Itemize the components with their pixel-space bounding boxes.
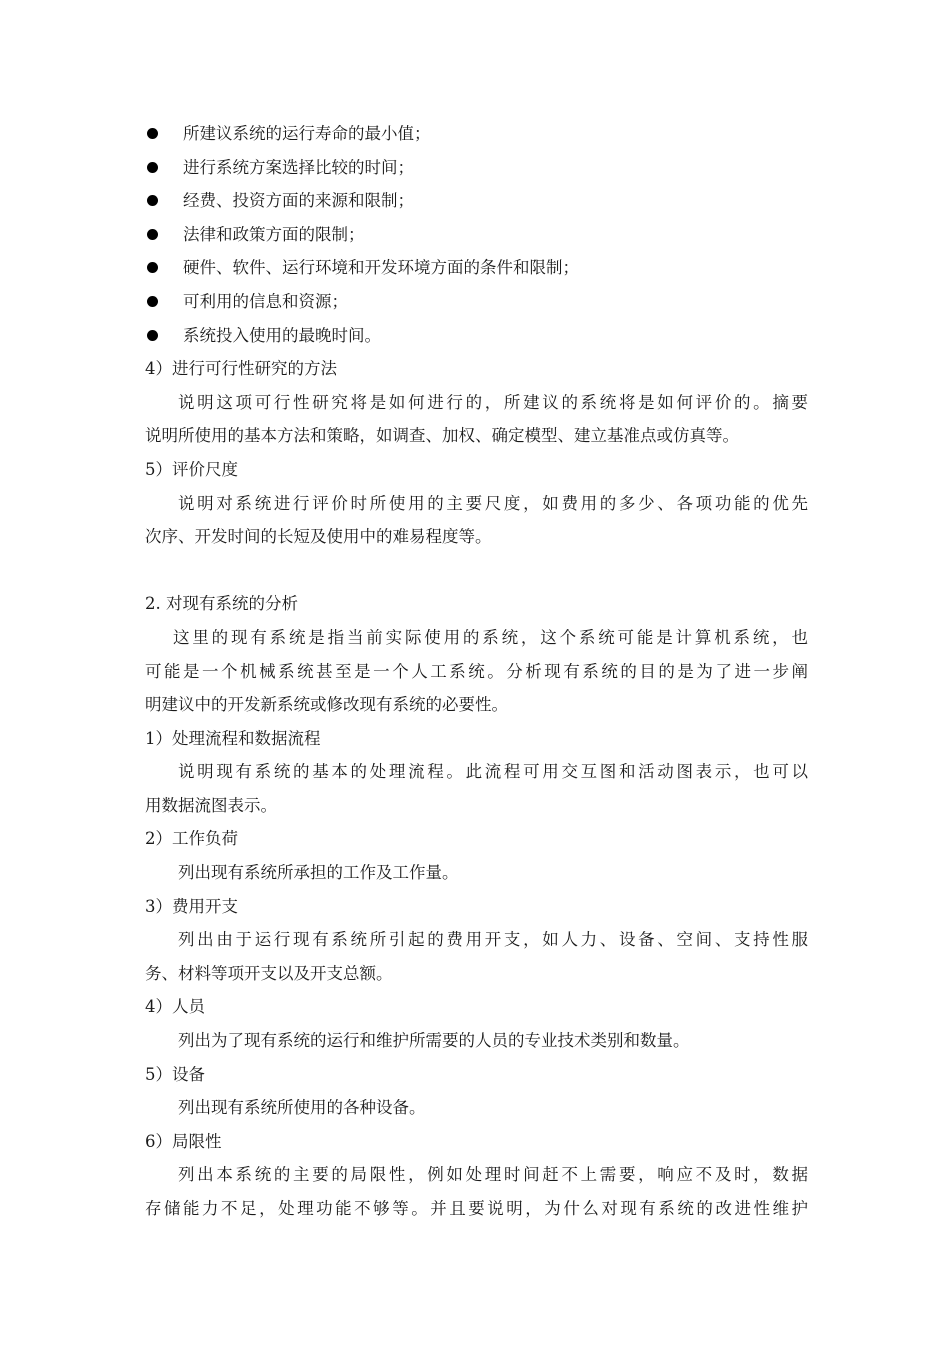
list-item: 经费、投资方面的来源和限制； bbox=[145, 184, 808, 218]
bullet-icon bbox=[147, 195, 158, 206]
bullet-list bbox=[145, 117, 808, 352]
paragraph-line: 列出现有系统所承担的工作及工作量。 bbox=[178, 863, 459, 883]
paragraph-line: 说明这项可行性研究将是如何进行的，所建议的系统将是如何评价的。摘要 bbox=[178, 392, 808, 412]
section-heading: 6）局限性 bbox=[145, 1131, 222, 1151]
section-heading: 4）进行可行性研究的方法 bbox=[145, 359, 337, 379]
list-item: 所建议系统的运行寿命的最小值； bbox=[145, 117, 808, 151]
section-heading: 3）费用开支 bbox=[145, 896, 238, 916]
blank-line bbox=[145, 554, 808, 588]
paragraph-line: 可能是一个机械系统甚至是一个人工系统。分析现有系统的目的是为了进一步阐 bbox=[145, 661, 808, 681]
section-heading: 2）工作负荷 bbox=[145, 829, 238, 849]
paragraph-line: 说明对系统进行评价时所使用的主要尺度，如费用的多少、各项功能的优先 bbox=[178, 493, 808, 513]
document-page bbox=[145, 117, 808, 1226]
list-item: 进行系统方案选择比较的时间； bbox=[145, 151, 808, 185]
section-heading: 5）设备 bbox=[145, 1064, 205, 1084]
bullet-icon bbox=[147, 330, 158, 341]
bullet-icon bbox=[147, 128, 158, 139]
list-item: 可利用的信息和资源； bbox=[145, 285, 808, 319]
paragraph-line: 务、材料等项开支以及开支总额。 bbox=[145, 963, 393, 983]
section-heading: 1）处理流程和数据流程 bbox=[145, 728, 321, 748]
paragraph-line: 说明所使用的基本方法和策略，如调查、加权、确定模型、建立基准点或仿真等。 bbox=[145, 426, 739, 446]
list-item: 硬件、软件、运行环境和开发环境方面的条件和限制； bbox=[145, 251, 808, 285]
paragraph-line: 存储能力不足，处理功能不够等。并且要说明，为什么对现有系统的改进性维护 bbox=[145, 1199, 808, 1218]
paragraph-line: 说明现有系统的基本的处理流程。此流程可用交互图和活动图表示，也可以 bbox=[178, 762, 808, 782]
list-item: 系统投入使用的最晚时间。 bbox=[145, 319, 808, 353]
list-item: 法律和政策方面的限制； bbox=[145, 218, 808, 252]
paragraph-line: 这里的现有系统是指当前实际使用的系统，这个系统可能是计算机系统，也 bbox=[173, 627, 808, 647]
section-heading: 5）评价尺度 bbox=[145, 459, 238, 479]
paragraph-line: 用数据流图表示。 bbox=[145, 795, 277, 815]
paragraph-line: 明建议中的开发新系统或修改现有系统的必要性。 bbox=[145, 695, 508, 715]
paragraph-line: 列出本系统的主要的局限性，例如处理时间赶不上需要，响应不及时，数据 bbox=[178, 1165, 808, 1185]
bullet-icon bbox=[147, 262, 158, 273]
paragraph-line: 列出由于运行现有系统所引起的费用开支，如人力、设备、空间、支持性服 bbox=[178, 930, 808, 950]
paragraph-line: 列出为了现有系统的运行和维护所需要的人员的专业技术类别和数量。 bbox=[178, 1031, 690, 1051]
paragraph-line: 列出现有系统所使用的各种设备。 bbox=[178, 1098, 426, 1118]
chapter-heading: 2. 对现有系统的分析 bbox=[145, 594, 298, 614]
section-heading: 4）人员 bbox=[145, 997, 205, 1017]
bullet-icon bbox=[147, 162, 158, 173]
paragraph-line: 次序、开发时间的长短及使用中的难易程度等。 bbox=[145, 527, 492, 547]
bullet-icon bbox=[147, 296, 158, 307]
bullet-icon bbox=[147, 229, 158, 240]
